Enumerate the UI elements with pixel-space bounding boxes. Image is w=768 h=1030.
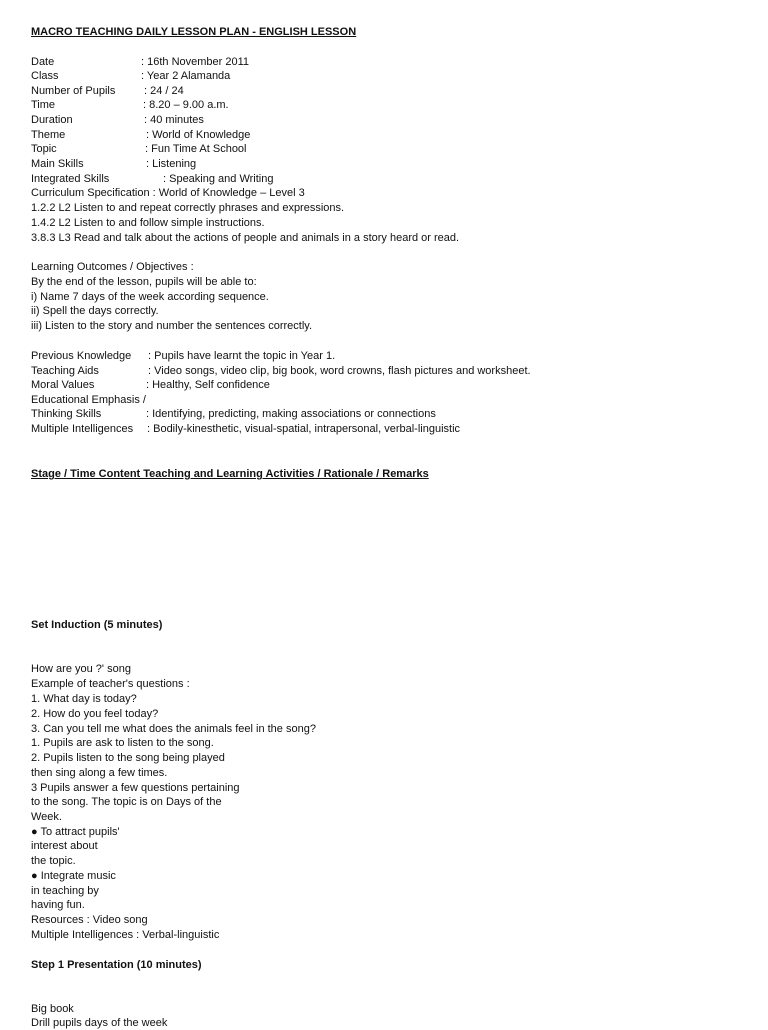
field-label: Teaching Aids bbox=[31, 365, 99, 377]
field-time bbox=[31, 98, 229, 112]
field-value: : Identifying, predicting, making associations or connections bbox=[146, 408, 436, 420]
curriculum-specification: Curriculum Specification : World of Knowledge – Level 3 bbox=[31, 187, 305, 199]
field-label: Educational Emphasis / bbox=[31, 394, 146, 406]
field-number-of-pupils bbox=[31, 84, 184, 98]
set-induction-resources: Resources : Video song bbox=[31, 914, 148, 926]
field-class bbox=[31, 69, 230, 83]
set-induction-line: interest about bbox=[31, 840, 98, 852]
field-duration bbox=[31, 113, 204, 127]
field-label: Date bbox=[31, 56, 55, 68]
field-previous-knowledge bbox=[31, 349, 335, 363]
set-induction-line: the topic. bbox=[31, 855, 76, 867]
field-multiple-intelligences bbox=[31, 422, 460, 436]
set-induction-line: Week. bbox=[31, 811, 62, 823]
field-date bbox=[31, 55, 249, 69]
set-induction-line: 1. What day is today? bbox=[31, 693, 137, 705]
field-value: : Listening bbox=[146, 158, 197, 170]
set-induction-line: ● To attract pupils' bbox=[31, 826, 120, 838]
field-moral-values bbox=[31, 378, 270, 392]
set-induction-line: in teaching by bbox=[31, 885, 99, 897]
field-label: Class bbox=[31, 70, 59, 82]
field-main-skills bbox=[31, 157, 196, 171]
field-thinking-skills bbox=[31, 407, 436, 421]
field-value: : Healthy, Self confidence bbox=[146, 379, 270, 391]
field-label: Theme bbox=[31, 129, 66, 141]
objective-item: iii) Listen to the story and number the sentences correctly. bbox=[31, 320, 313, 332]
set-induction-line: 1. Pupils are ask to listen to the song. bbox=[31, 737, 214, 749]
field-value: : Video songs, video clip, big book, word crowns, flash pictures and worksheet. bbox=[148, 365, 531, 377]
field-value: : 24 / 24 bbox=[144, 85, 184, 97]
field-value: : Year 2 Alamanda bbox=[141, 70, 231, 82]
objectives-heading: Learning Outcomes / Objectives : bbox=[31, 261, 194, 273]
objectives-intro: By the end of the lesson, pupils will be able to: bbox=[31, 276, 257, 288]
field-label: Multiple Intelligences bbox=[31, 423, 134, 435]
set-induction-line: having fun. bbox=[31, 899, 85, 911]
step1-line: Big book bbox=[31, 1003, 74, 1015]
curriculum-item: 3.8.3 L3 Read and talk about the actions of people and animals in a story heard or read. bbox=[31, 232, 460, 244]
field-value: : Fun Time At School bbox=[145, 143, 247, 155]
set-induction-line: 2. How do you feel today? bbox=[31, 708, 159, 720]
field-value: : 40 minutes bbox=[144, 114, 204, 126]
field-value: : Pupils have learnt the topic in Year 1. bbox=[148, 350, 336, 362]
field-label: Time bbox=[31, 99, 56, 111]
field-label: Main Skills bbox=[31, 158, 84, 170]
field-value: : 8.20 – 9.00 a.m. bbox=[143, 99, 229, 111]
field-topic bbox=[31, 142, 247, 156]
field-label: Duration bbox=[31, 114, 73, 126]
set-induction-line: 3 Pupils answer a few questions pertaining bbox=[31, 782, 240, 794]
field-value: : Bodily-kinesthetic, visual-spatial, intrapersonal, verbal-linguistic bbox=[147, 423, 461, 435]
set-induction-line: ● Integrate music bbox=[31, 870, 116, 882]
set-induction-line: then sing along a few times. bbox=[31, 767, 168, 779]
field-value: : World of Knowledge bbox=[146, 129, 251, 141]
curriculum-item: 1.2.2 L2 Listen to and repeat correctly phrases and expressions. bbox=[31, 202, 345, 214]
field-integrated-skills bbox=[31, 172, 273, 186]
set-induction-line: 3. Can you tell me what does the animals feel in the song? bbox=[31, 723, 316, 735]
set-induction-line: to the song. The topic is on Days of the bbox=[31, 796, 222, 808]
set-induction-line: Example of teacher's questions : bbox=[31, 678, 190, 690]
field-teaching-aids bbox=[31, 364, 531, 378]
field-educational-emphasis bbox=[31, 393, 146, 407]
step1-line: Drill pupils days of the week bbox=[31, 1017, 168, 1029]
field-label: Previous Knowledge bbox=[31, 350, 132, 362]
set-induction-intelligences: Multiple Intelligences : Verbal-linguistic bbox=[31, 929, 220, 941]
table-heading: Stage / Time Content Teaching and Learning Activities / Rationale / Remarks bbox=[31, 468, 429, 480]
field-label: Thinking Skills bbox=[31, 408, 102, 420]
objective-item: i) Name 7 days of the week according sequence. bbox=[31, 291, 269, 303]
field-value: : Speaking and Writing bbox=[163, 173, 274, 185]
field-label: Integrated Skills bbox=[31, 173, 110, 185]
set-induction-heading: Set Induction (5 minutes) bbox=[31, 619, 163, 631]
step1-heading: Step 1 Presentation (10 minutes) bbox=[31, 959, 202, 971]
set-induction-line: How are you ?' song bbox=[31, 663, 131, 675]
field-label: Topic bbox=[31, 143, 57, 155]
field-theme bbox=[31, 128, 250, 142]
set-induction-line: 2. Pupils listen to the song being played bbox=[31, 752, 225, 764]
field-label: Moral Values bbox=[31, 379, 95, 391]
curriculum-item: 1.4.2 L2 Listen to and follow simple instructions. bbox=[31, 217, 265, 229]
document-title: MACRO TEACHING DAILY LESSON PLAN - ENGLISH LESSON bbox=[31, 26, 357, 38]
field-label: Number of Pupils bbox=[31, 85, 116, 97]
field-value: : 16th November 2011 bbox=[141, 56, 250, 68]
objective-item: ii) Spell the days correctly. bbox=[31, 305, 159, 317]
